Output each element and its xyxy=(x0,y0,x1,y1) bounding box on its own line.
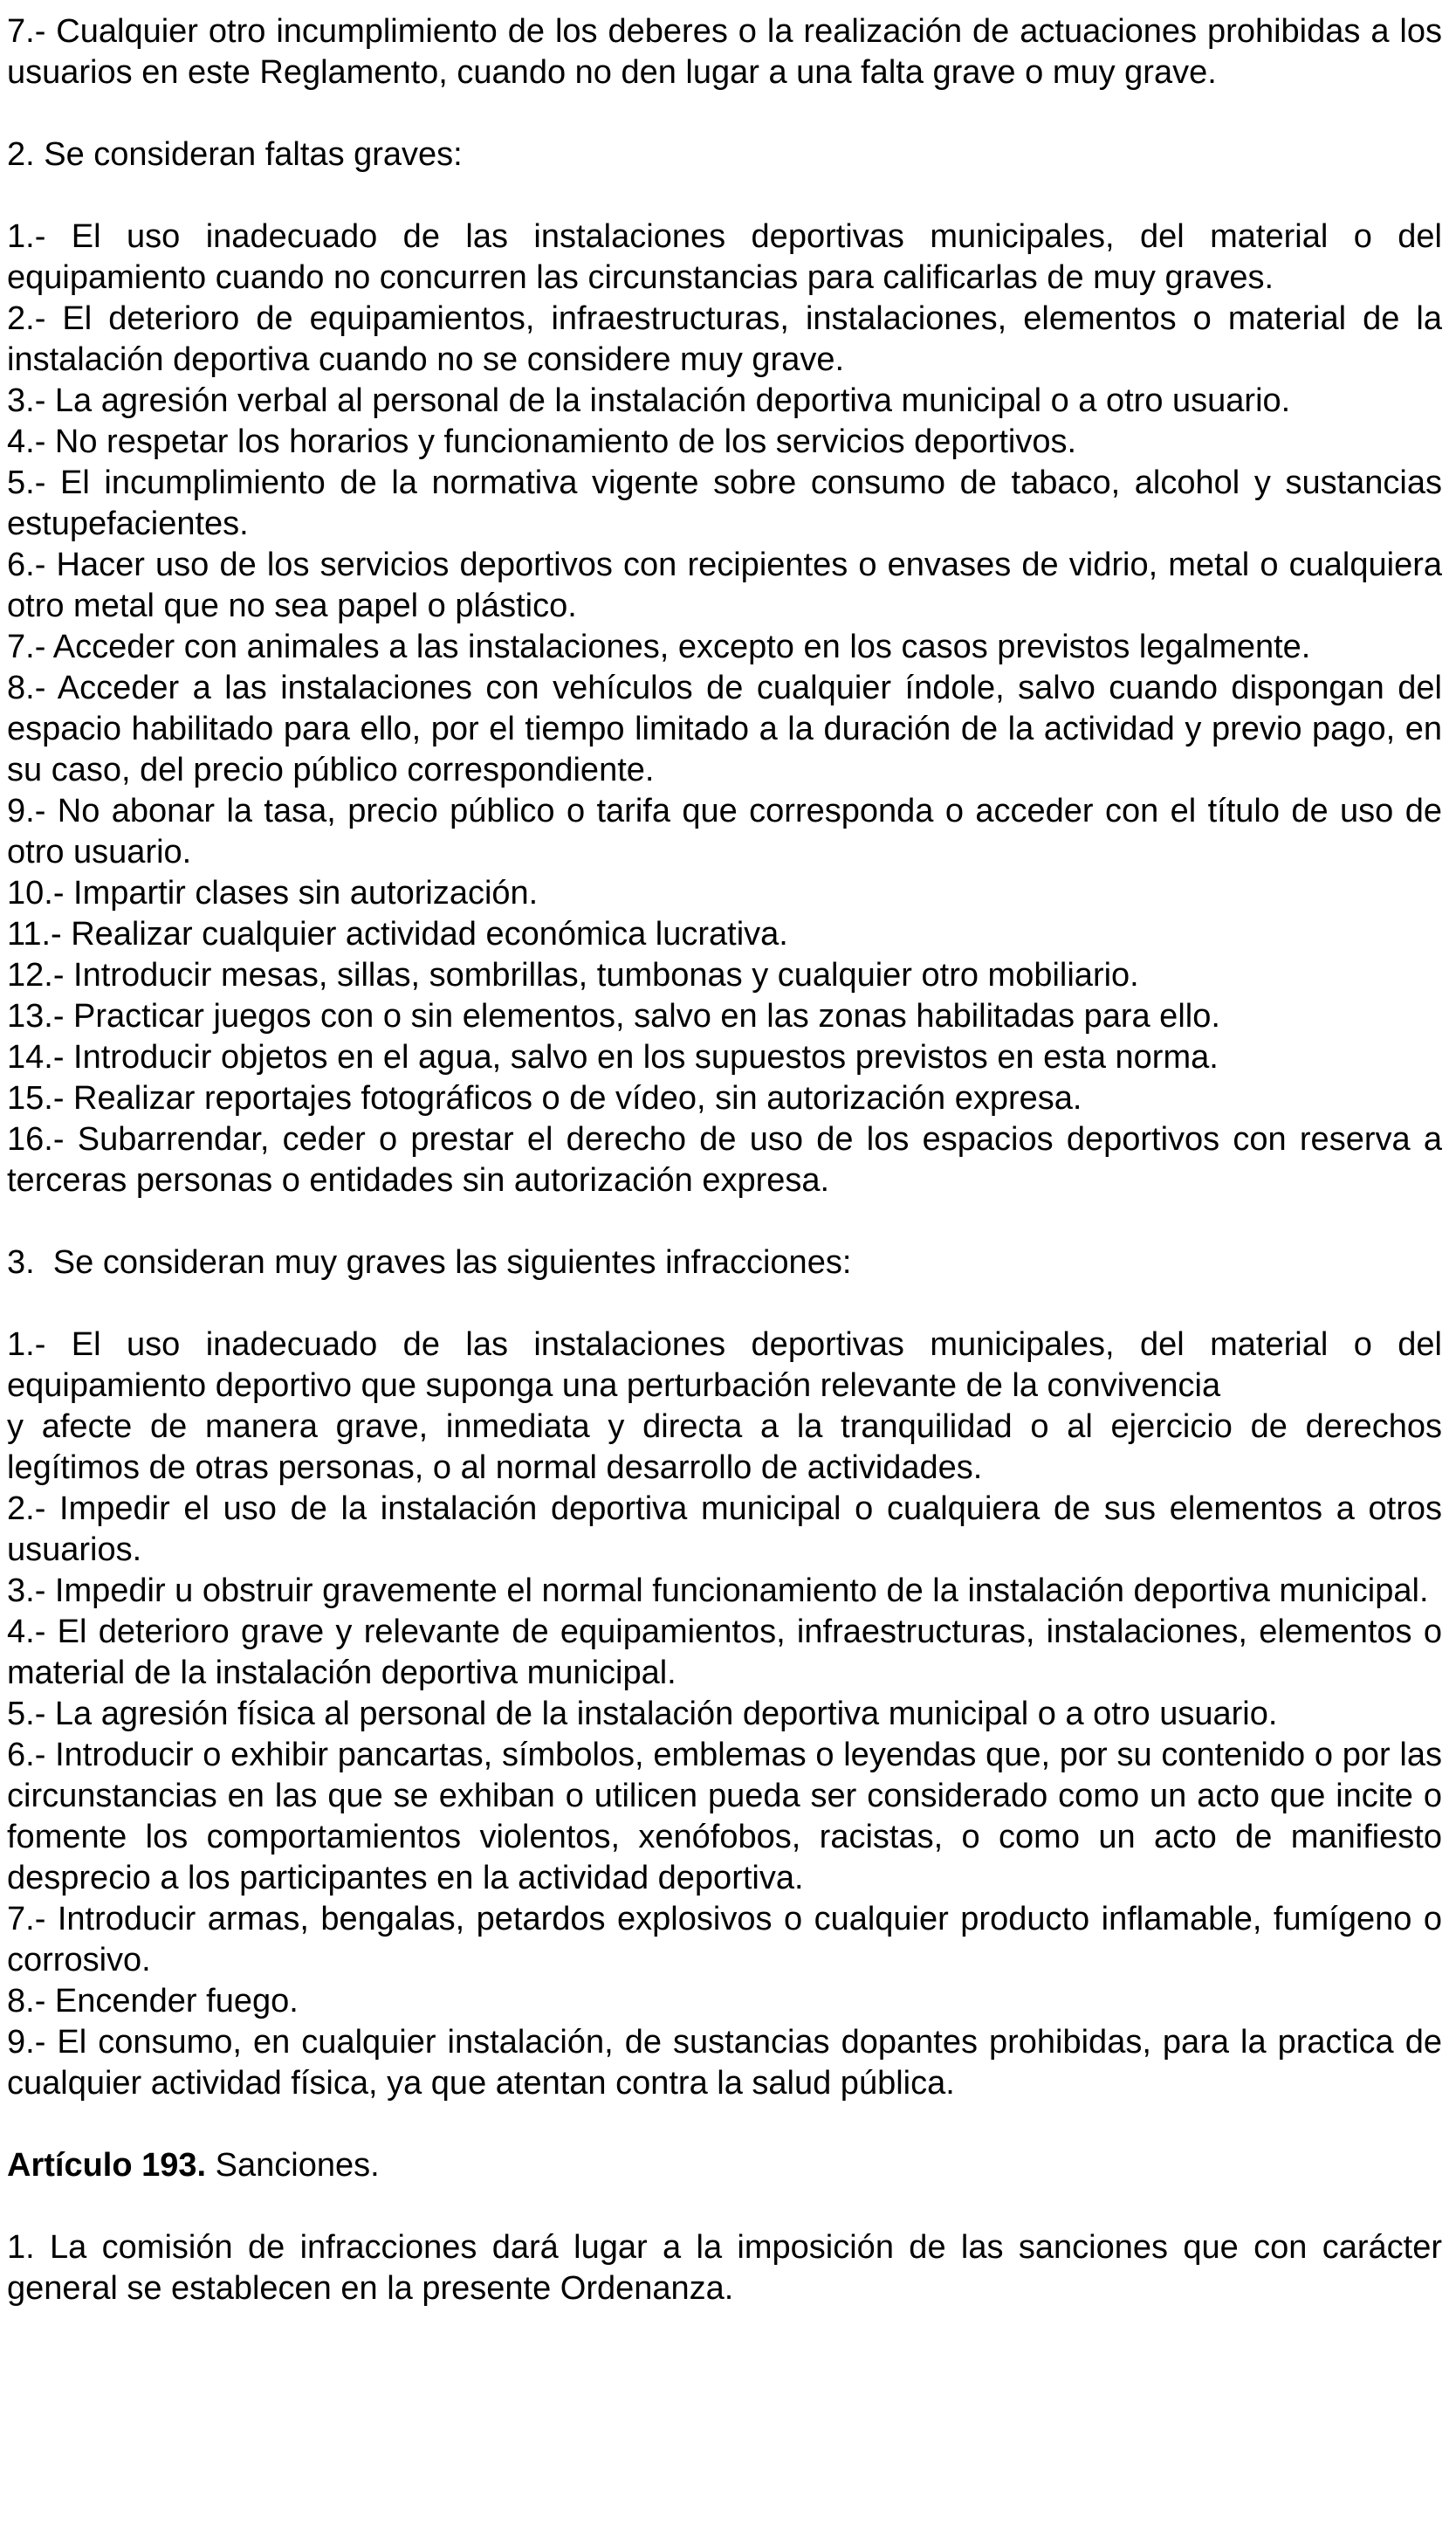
muy-graves-item-1a: 1.- El uso inadecuado de las instalaciones deportivas municipales, del material o del equipamiento deportivo que suponga una perturbación relevante de la convivencia xyxy=(7,1326,1442,1404)
muy-graves-item-2: 2.- Impedir el uso de la instalación deportiva municipal o cualquiera de sus elementos a otros usuarios. xyxy=(7,1490,1442,1568)
articulo-heading-block xyxy=(7,2145,1442,2186)
muy-graves-item-6: 6.- Introducir o exhibir pancartas, símbolos, emblemas o leyendas que, por su contenido o por las circunstancias en las que se exhiban o utilicen pueda ser considerado como un acto que incite o fomente los comportamientos violentos, xenófobos, racistas, o como un acto de manifiesto desprecio a los participantes en la actividad deportiva. xyxy=(7,1737,1442,1896)
muy-graves-heading-block xyxy=(7,1242,1442,1283)
muy-graves-item-1b: y afecte de manera grave, inmediata y directa a la tranquilidad o al ejercicio de derechos legítimos de otras personas, o al normal desarrollo de actividades. xyxy=(7,1408,1442,1486)
articulo-heading xyxy=(7,2145,1442,2186)
muy-graves-heading: 3. Se consideran muy graves las siguientes infracciones: xyxy=(7,1244,852,1281)
faltas-graves-item-5: 5.- El incumplimiento de la normativa vigente sobre consumo de tabaco, alcohol y sustancias estupefacientes. xyxy=(7,464,1442,542)
faltas-graves-item-1: 1.- El uso inadecuado de las instalaciones deportivas municipales, del material o del equipamiento cuando no concurren las circunstancias para calificarlas de muy graves. xyxy=(7,218,1442,296)
faltas-graves-item-9: 9.- No abonar la tasa, precio público o tarifa que corresponda o acceder con el título de uso de otro usuario. xyxy=(7,793,1442,870)
faltas-graves-list xyxy=(7,217,1442,1201)
faltas-graves-item-4: 4.- No respetar los horarios y funcionamiento de los servicios deportivos. xyxy=(7,423,1077,460)
muy-graves-item-7: 7.- Introducir armas, bengalas, petardos explosivos o cualquier producto inflamable, fumígeno o corrosivo. xyxy=(7,1901,1442,1978)
faltas-graves-item-8: 8.- Acceder a las instalaciones con vehículos de cualquier índole, salvo cuando dispongan del espacio habilitado para ello, por el tiempo limitado a la duración de la actividad y previo pago, en su caso, del precio público correspondiente. xyxy=(7,670,1442,788)
faltas-graves-item-10: 10.- Impartir clases sin autorización. xyxy=(7,875,539,912)
muy-graves-item-5: 5.- La agresión física al personal de la instalación deportiva municipal o a otro usuario. xyxy=(7,1696,1278,1732)
articulo-title: Sanciones. xyxy=(206,2147,380,2184)
closing-paragraph: 1. La comisión de infracciones dará lugar a la imposición de las sanciones que con carácter general se establecen en la presente Ordenanza. xyxy=(7,2229,1442,2307)
muy-graves-item-8: 8.- Encender fuego. xyxy=(7,1983,299,2020)
closing-block xyxy=(7,2227,1442,2309)
faltas-graves-item-7: 7.- Acceder con animales a las instalaciones, excepto en los casos previstos legalmente. xyxy=(7,629,1311,665)
faltas-graves-item-2: 2.- El deterioro de equipamientos, infraestructuras, instalaciones, elementos o material de la instalación deportiva cuando no se considere muy grave. xyxy=(7,300,1442,378)
faltas-graves-item-6: 6.- Hacer uso de los servicios deportivos con recipientes o envases de vidrio, metal o cualquiera otro metal que no sea papel o plástico. xyxy=(7,547,1442,624)
faltas-graves-item-14: 14.- Introducir objetos en el agua, salvo en los supuestos previstos en esta norma. xyxy=(7,1039,1219,1076)
faltas-graves-item-3: 3.- La agresión verbal al personal de la instalación deportiva municipal o a otro usuario. xyxy=(7,382,1291,419)
muy-graves-item-9: 9.- El consumo, en cualquier instalación, de sustancias dopantes prohibidas, para la practica de cualquier actividad física, ya que atentan contra la salud pública. xyxy=(7,2024,1442,2102)
faltas-graves-item-13: 13.- Practicar juegos con o sin elementos, salvo en las zonas habilitadas para ello. xyxy=(7,998,1220,1035)
faltas-graves-item-16: 16.- Subarrendar, ceder o prestar el derecho de uso de los espacios deportivos con reserva a terceras personas o entidades sin autorización expresa. xyxy=(7,1121,1442,1199)
faltas-graves-item-12: 12.- Introducir mesas, sillas, sombrillas, tumbonas y cualquier otro mobiliario. xyxy=(7,957,1139,994)
muy-graves-list xyxy=(7,1325,1442,2104)
articulo-number: Artículo 193. xyxy=(7,2147,207,2184)
faltas-graves-heading: 2. Se consideran faltas graves: xyxy=(7,136,463,173)
intro-block xyxy=(7,11,1442,93)
intro-paragraph: 7.- Cualquier otro incumplimiento de los deberes o la realización de actuaciones prohibidas a los usuarios en este Reglamento, cuando no den lugar a una falta grave o muy grave. xyxy=(7,13,1442,91)
faltas-graves-item-11: 11.- Realizar cualquier actividad económica lucrativa. xyxy=(7,916,788,953)
muy-graves-item-3: 3.- Impedir u obstruir gravemente el normal funcionamiento de la instalación deportiva municipal. xyxy=(7,1572,1429,1609)
muy-graves-item-4: 4.- El deterioro grave y relevante de equipamientos, infraestructuras, instalaciones, elementos o material de la instalación deportiva municipal. xyxy=(7,1614,1442,1691)
faltas-graves-item-15: 15.- Realizar reportajes fotográficos o de vídeo, sin autorización expresa. xyxy=(7,1080,1082,1117)
faltas-graves-heading-block xyxy=(7,134,1442,175)
